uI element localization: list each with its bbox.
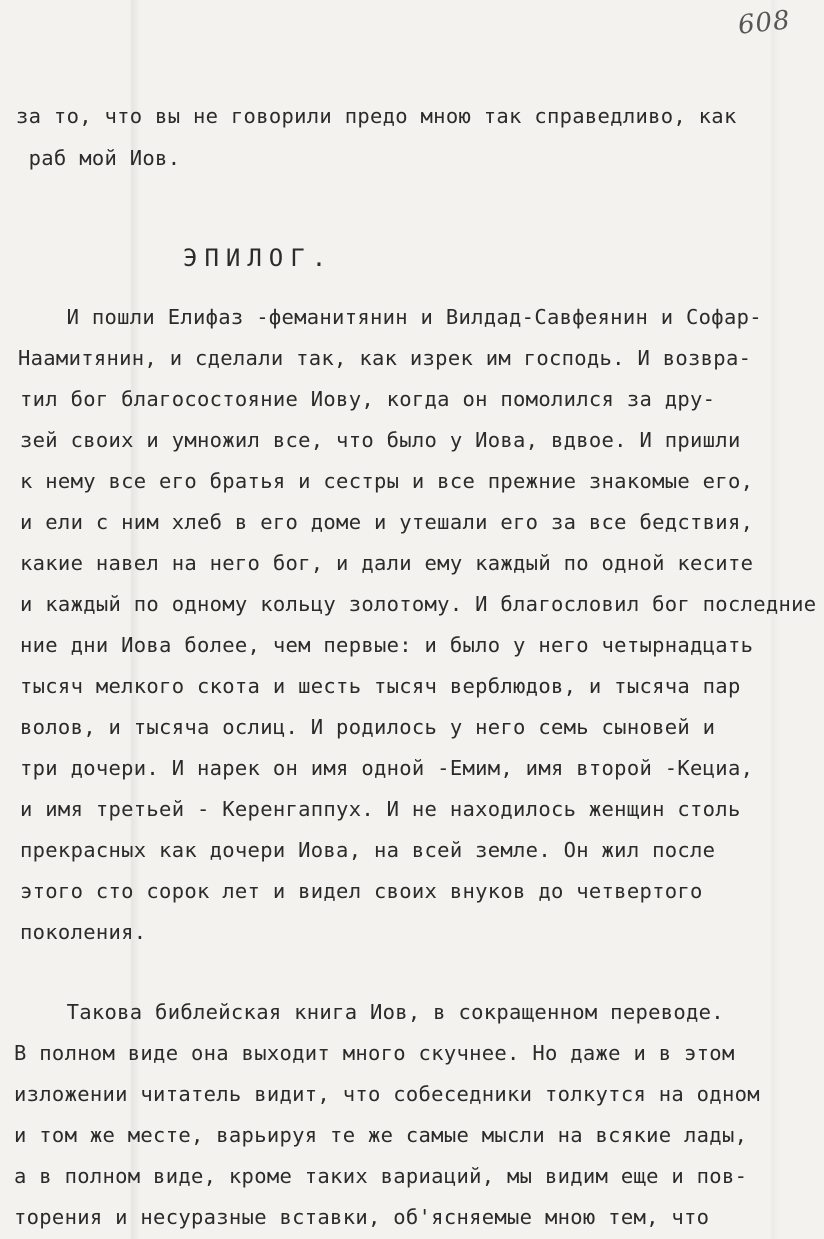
closing-line: торения и несуразные вставки, об'ясняемые мною тем, что bbox=[14, 1205, 710, 1229]
closing-line: Такова библейская книга Иов, в сокращенном переводе. bbox=[16, 1000, 724, 1024]
section-heading-epilogue: ЭПИЛОГ. bbox=[183, 244, 334, 272]
page-number: 608 bbox=[736, 5, 793, 41]
epilogue-line: тил бог благосостояние Иову, когда он помолился за дру- bbox=[20, 387, 716, 411]
closing-line: В полном виде она выходит много скучнее. Но даже и в этом bbox=[14, 1041, 735, 1065]
epilogue-line: и имя третьей - Керенгаппух. И не находилось женщин столь bbox=[20, 797, 741, 821]
epilogue-line: поколения. bbox=[20, 920, 147, 944]
epilogue-line: какие навел на него бог, и дали ему каждый по одной кесите bbox=[20, 551, 754, 575]
epilogue-line: И пошли Елифаз -феманитянин и Вилдад-Савфеянин и Софар- bbox=[16, 305, 762, 329]
closing-line: а в полном виде, кроме таких вариаций, мы видим еще и пов- bbox=[14, 1164, 748, 1188]
epilogue-line: волов, и тысяча ослиц. И родилось у него семь сыновей и bbox=[20, 715, 716, 739]
intro-line-1: за то, что вы не говорили предо мною так справедливо, как bbox=[16, 104, 737, 128]
epilogue-line: прекрасных как дочери Иова, на всей земле. Он жил после bbox=[20, 838, 716, 862]
epilogue-line: ние дни Иова более, чем первые: и было у него четырнадцать bbox=[20, 633, 754, 657]
epilogue-line: три дочери. И нарек он имя одной -Емим, имя второй -Кециа, bbox=[20, 756, 754, 780]
epilogue-line: тысяч мелкого скота и шесть тысяч верблюдов, и тысяча пар bbox=[20, 674, 741, 698]
epilogue-line: зей своих и умножил все, что было у Иова, вдвое. И пришли bbox=[20, 428, 741, 452]
closing-line: изложении читатель видит, что собеседники толкутся на одном bbox=[14, 1082, 760, 1106]
epilogue-line: и каждый по одному кольцу золотому. И благословил бог последние bbox=[20, 592, 817, 616]
closing-line: и том же месте, варьируя те же самые мысли на всякие лады, bbox=[14, 1123, 748, 1147]
epilogue-line: Наамитянин, и сделали так, как изрек им господь. И возвра- bbox=[18, 346, 752, 370]
epilogue-line: и ели с ним хлеб в его доме и утешали его за все бедствия, bbox=[20, 510, 754, 534]
intro-line-2: раб мой Иов. bbox=[16, 146, 181, 170]
epilogue-line: этого сто сорок лет и видел своих внуков до четвертого bbox=[20, 879, 703, 903]
epilogue-line: к нему все его братья и сестры и все прежние знакомые его, bbox=[20, 469, 754, 493]
